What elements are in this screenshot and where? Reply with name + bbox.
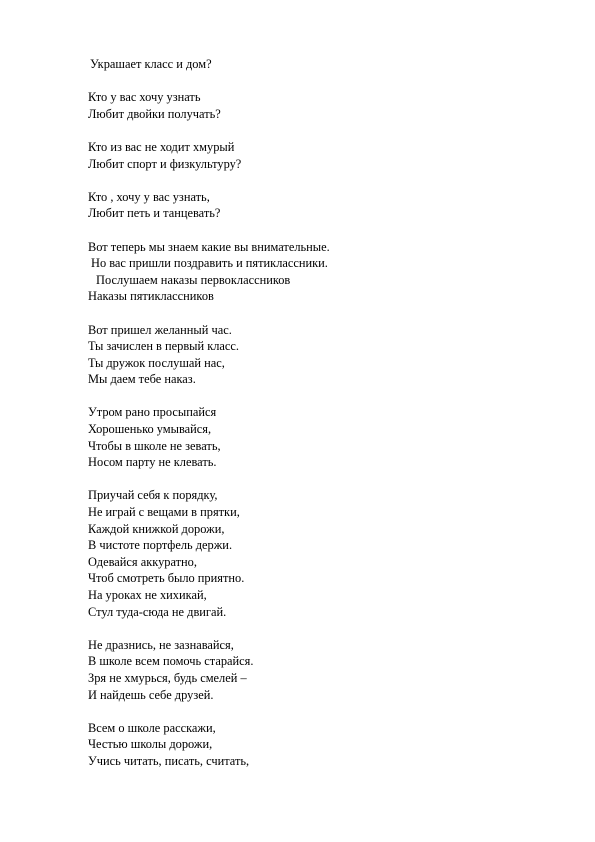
text-line: Кто , хочу у вас узнать, (88, 189, 210, 204)
text-line: Честью школы дорожи, (88, 737, 213, 752)
text-line: Послушаем наказы первоклассников (96, 272, 291, 287)
stanza-1 (88, 56, 568, 73)
text-line: В чистоте портфель держи. (88, 538, 233, 553)
text-line: Каждой книжкой дорожи, (88, 521, 225, 536)
text-line: Утром рано просыпайся (88, 405, 217, 420)
text-line: Не дразнись, не зазнавайся, (88, 637, 234, 652)
text-line: Приучай себя к порядку, (88, 488, 218, 503)
text-line: Но вас пришли поздравить и пятиклассники. (91, 256, 328, 271)
text-line: Стул туда-сюда не двигай. (88, 604, 227, 619)
text-line: Любит двойки получать? (88, 106, 221, 121)
text-line: Носом парту не клевать. (88, 455, 217, 470)
text-line: На уроках не хихикай, (88, 588, 207, 602)
stanza-8 (88, 487, 568, 620)
text-line: Чтоб смотреть было приятно. (88, 571, 245, 586)
stanza-10 (88, 720, 568, 770)
text-line: Кто из вас не ходит хмурый (88, 139, 235, 154)
stanza-6 (88, 322, 568, 388)
stanza-2 (88, 89, 568, 122)
document-page (88, 56, 568, 786)
text-line: Не играй с вещами в прятки, (88, 505, 240, 520)
stanza-3 (88, 139, 568, 172)
text-line: Наказы пятиклассников (88, 289, 214, 304)
text-line: Учись читать, писать, считать, (88, 753, 250, 768)
text-line: Чтобы в школе не зевать, (88, 438, 221, 453)
stanza-7 (88, 404, 568, 470)
text-line: Кто у вас хочу узнать (88, 90, 201, 105)
text-line: Вот пришел желанный час. (88, 322, 232, 337)
text-line: Ты зачислен в первый класс. (88, 339, 240, 354)
text-line: Вот теперь мы знаем какие вы внимательные. (88, 239, 330, 254)
text-line: Украшает класс и дом? (90, 57, 212, 71)
stanza-4 (88, 189, 568, 222)
text-line: Всем о школе расскажи, (88, 720, 216, 735)
text-line: Одевайся аккуратно, (88, 554, 197, 569)
stanza-9 (88, 637, 568, 703)
text-line: Любит петь и танцевать? (88, 206, 221, 221)
text-line: Хорошенько умывайся, (88, 422, 212, 437)
text-line: И найдешь себе друзей. (88, 687, 214, 702)
text-line: В школе всем помочь старайся. (88, 654, 254, 669)
text-line: Зря не хмурься, будь смелей – (88, 670, 247, 685)
text-line: Любит спорт и физкультуру? (88, 156, 242, 171)
text-line: Мы даем тебе наказ. (88, 372, 196, 387)
text-line: Ты дружок послушай нас, (88, 355, 225, 370)
stanza-5 (88, 239, 568, 305)
